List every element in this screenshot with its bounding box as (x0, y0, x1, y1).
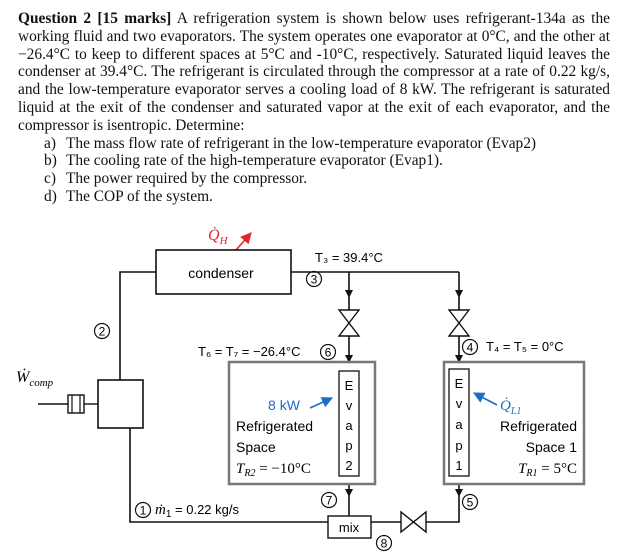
compressor (16, 368, 143, 428)
evap1-label (455, 376, 464, 473)
svg-text:1: 1 (455, 458, 463, 473)
mdot-label: ṁ$_1$ = 0.22 kg/s (155, 502, 239, 520)
qh-arrow (236, 233, 251, 250)
svg-text:8: 8 (380, 536, 388, 551)
svg-text:p: p (455, 438, 463, 453)
expansion-valve-4 (449, 310, 469, 336)
list-item: c) The power required by the compressor. (44, 170, 308, 188)
state-8-marker (377, 536, 392, 551)
space2-line2: Space (236, 439, 276, 455)
state-5-marker (463, 495, 478, 510)
state-2-marker (95, 324, 110, 339)
t3-label: T₃ = 39.4°C (315, 250, 383, 265)
state-6-marker (321, 345, 336, 360)
svg-text:E: E (454, 376, 464, 391)
evap2-label (345, 378, 354, 473)
svg-text:a: a (455, 417, 463, 432)
state-7-marker (322, 493, 337, 508)
svg-text:2: 2 (98, 324, 106, 339)
svg-text:p: p (345, 438, 353, 453)
space1-line1: Refrigerated (499, 418, 577, 434)
state-3-marker (307, 272, 322, 287)
svg-text:a: a (345, 418, 353, 433)
list-item: b) The cooling rate of the high-temperature evaporator (Evap1). (44, 152, 443, 170)
pressure-valve-8 (401, 512, 426, 532)
svg-text:1: 1 (139, 503, 147, 518)
state-1-marker (136, 503, 151, 518)
load-label: 8 kW (268, 397, 300, 413)
t4-label: T₄ = T₅ = 0°C (486, 339, 564, 354)
svg-text:3: 3 (310, 272, 318, 287)
space2-line1: Refrigerated (236, 418, 314, 434)
question-body: A refrigeration system is shown below uses refrigerant-134a as the working fluid and two evaporators. The system operates one evaporator at 0°C, and the other at −26.4°C to keep to different spaces at 5°C and -10°C, respectively. Saturated liquid leaves the condenser at 39.4°C. The refrigerant is circulated through the compressor at a rate of 0.22 kg/s, and the low-temperature evaporator serves a cooling load of 8 kW. The refrigerant is saturated liquid at the exit of the condenser and saturated vapor at the exit of each evaporator, and the compressor is isentropic. Determine: (18, 10, 610, 134)
tr1-label: $T_{R1} = 5^\circ C$ (518, 461, 577, 479)
condenser-label: condenser (188, 265, 254, 281)
space1-line2: Space 1 (525, 439, 577, 455)
t6-label: T₆ = T₇ = −26.4°C (198, 344, 301, 359)
svg-text:7: 7 (325, 493, 333, 508)
list-item: a) The mass flow rate of refrigerant in the low-temperature evaporator (Evap2) (44, 134, 537, 152)
svg-text:E: E (344, 378, 354, 393)
question-heading: Question 2 [15 marks] (18, 10, 172, 27)
expansion-valve-6 (339, 310, 359, 336)
svg-text:5: 5 (466, 495, 474, 510)
ql1-label: $Q̇_{L1}$ (500, 398, 522, 417)
mix-label: mix (338, 520, 360, 535)
svg-text:2: 2 (345, 458, 353, 473)
svg-text:4: 4 (466, 340, 474, 355)
state-4-marker (463, 340, 478, 355)
compressor-piston (68, 395, 84, 413)
wcomp-label: Ẇ$_{comp}$ (16, 369, 54, 389)
compressor-cylinder (98, 380, 143, 428)
list-item: d) The COP of the system. (44, 187, 213, 205)
svg-text:v: v (455, 396, 463, 411)
svg-text:v: v (345, 398, 353, 413)
qh-label: $Q̇_H$ (208, 227, 228, 247)
tr2-label: $T_{R2} = -10^\circ C$ (236, 461, 311, 479)
svg-text:6: 6 (324, 345, 332, 360)
